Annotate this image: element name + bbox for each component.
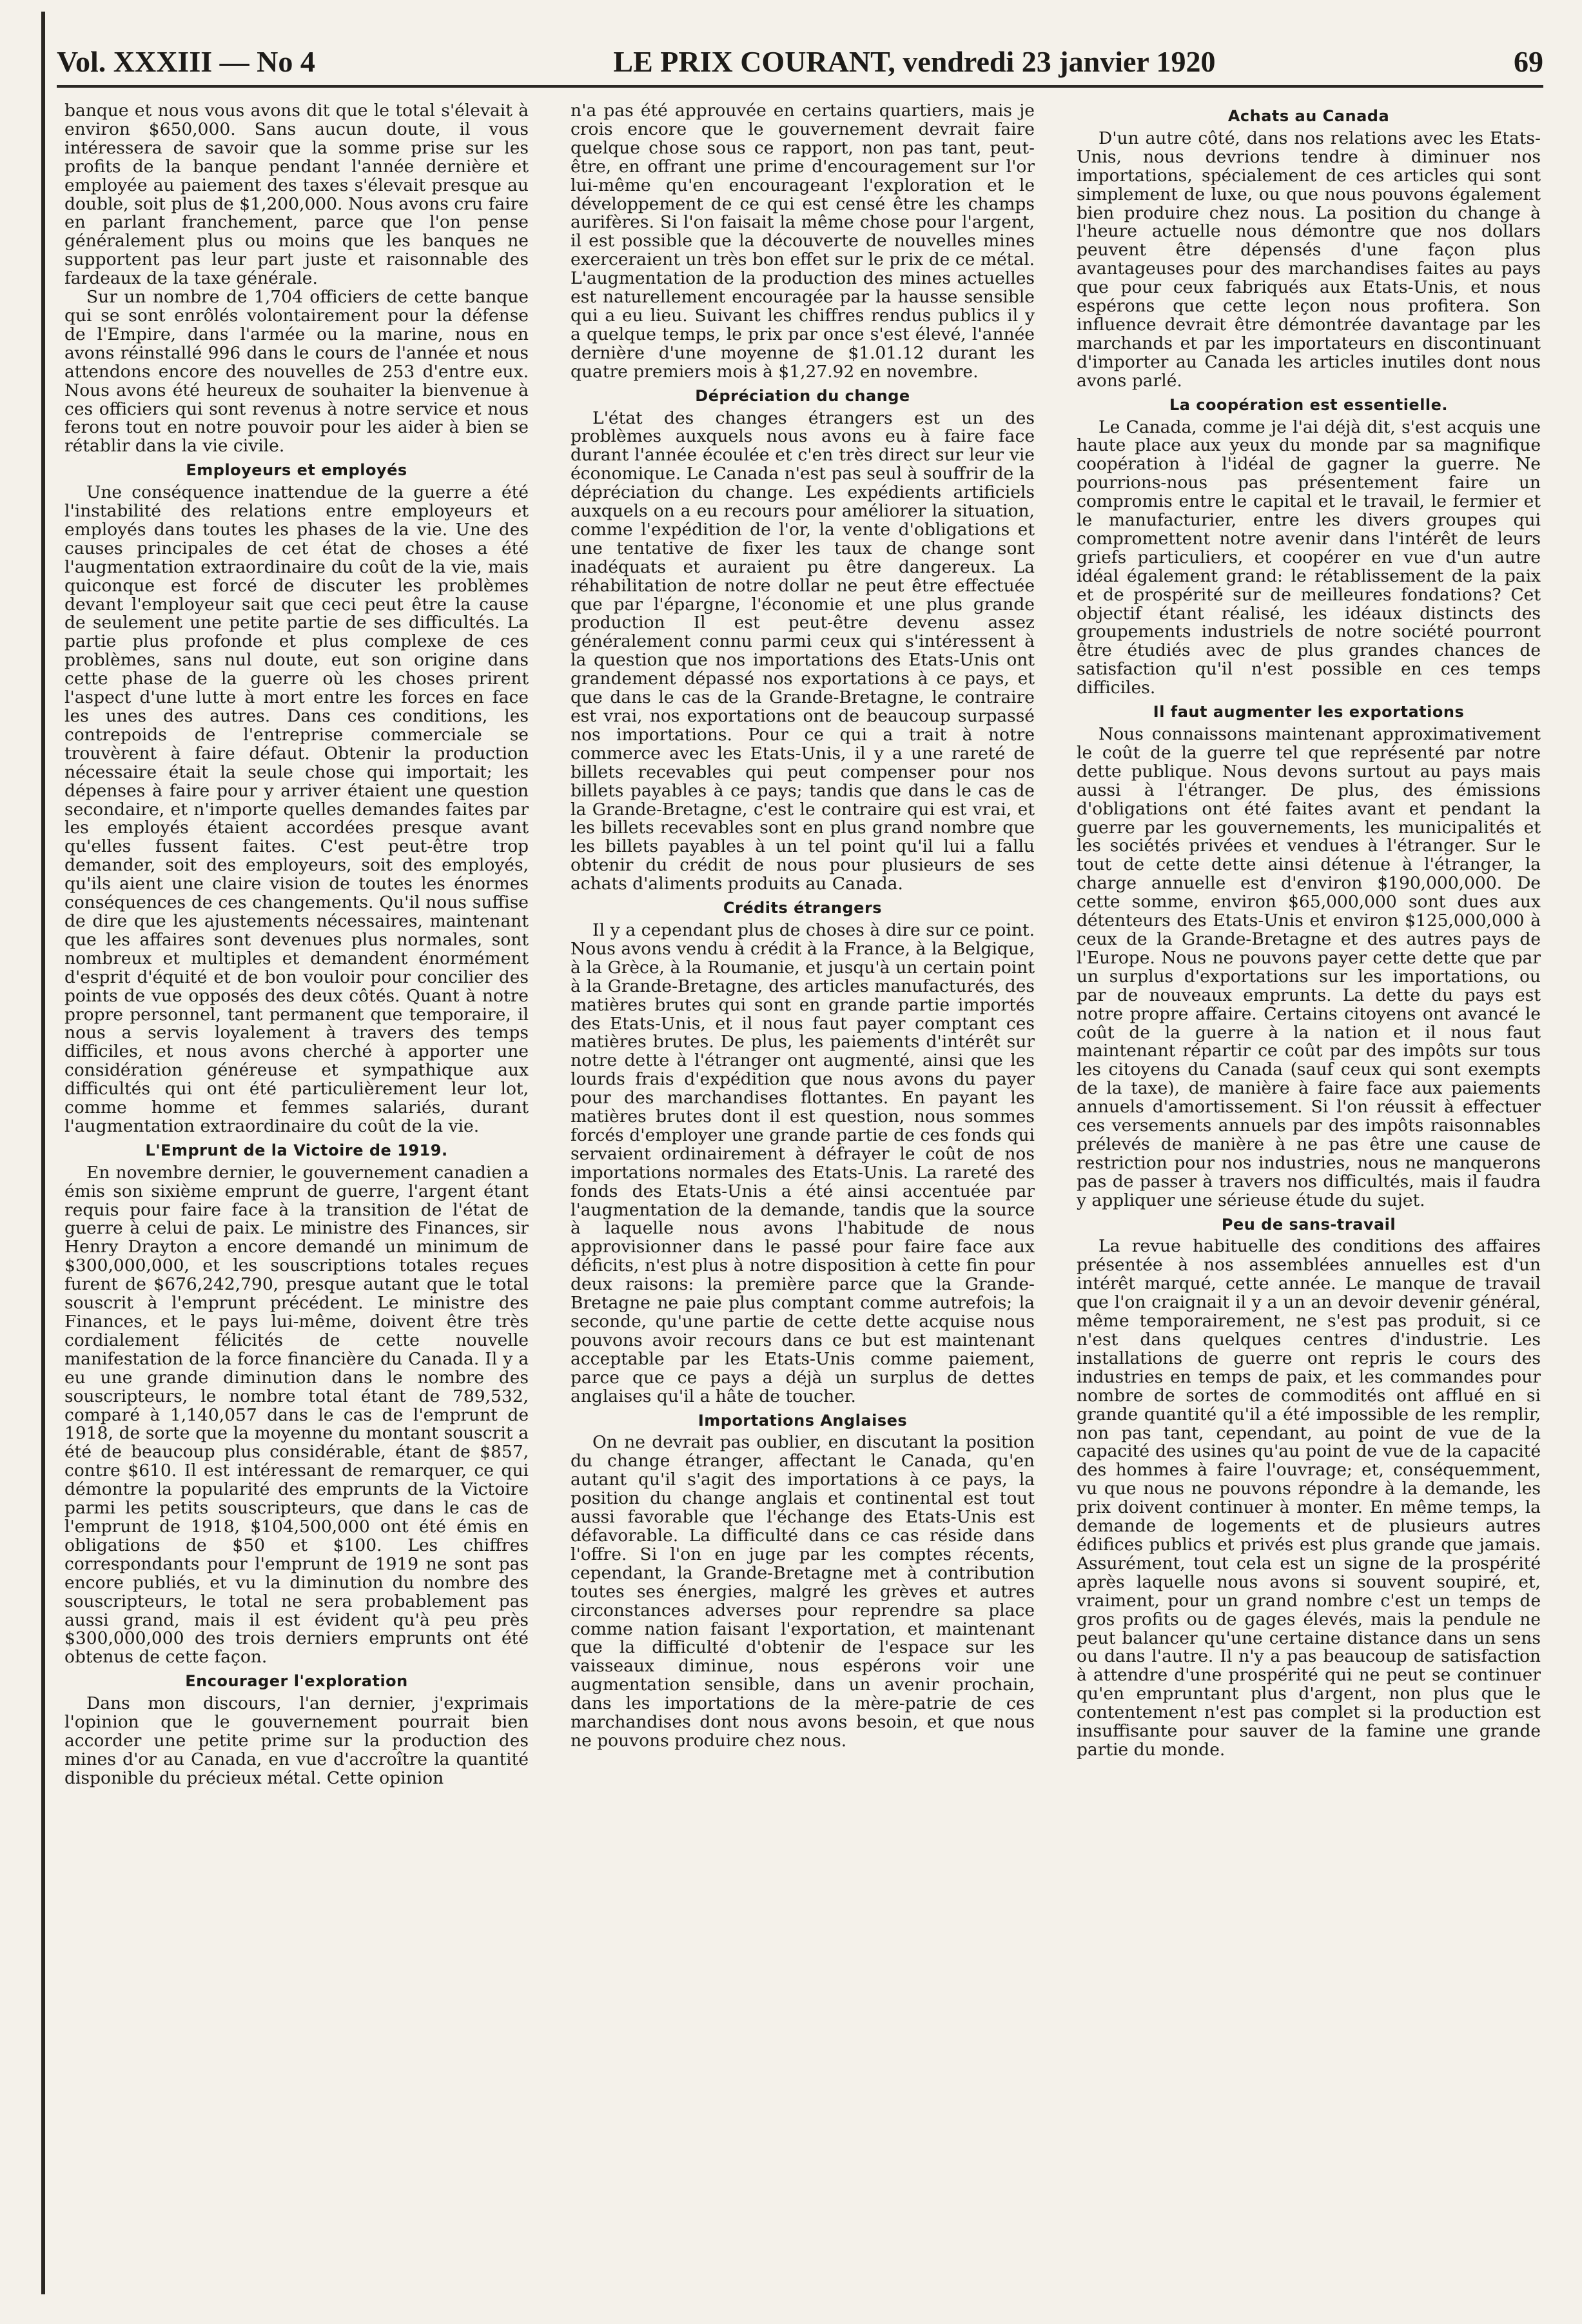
paragraph: Nous connaissons maintenant approximativement le coût de la guerre tel que représenté par notre dette publique. Nous devons surtout au pays mais aussi à l'étranger. De plus, des émissions d'obligations ont été faites avant et pendant la guerre par les gouvernements, les municipalités et les sociétés privées et vendues à l'étranger. Sur le tout de cette dette ainsi détenue à l'étranger, la charge annuelle est d'environ $190,000,000. De cette somme, environ $65,000,000 sont dues aux détenteurs des Etats-Unis et environ $125,000,000 à ceux de la Grande-Bretagne et des autres pays de l'Europe. Nous ne pouvons payer cette dette que par un surplus d'exportations sur les importations, ou par de nouveaux emprunts. La dette du pays est notre propre affaire. Certains citoyens ont avancé le coût de la guerre à la nation et il nous faut maintenant répartir ce coût par des impôts sur tous les citoyens du Canada (sauf ceux qui sont exempts de la taxe), de manière à faire face aux paiements annuels d'amortissement. Si l'on réussit à effectuer ces versements annuels par des impôts raisonnables prélevés de manière à ne pas être une cause de restriction pour nos industries, nous ne manquerons pas de passer à travers nos difficultés, mais il faudra y appliquer une sérieuse étude du sujet. (1077, 724, 1541, 1210)
paragraph: En novembre dernier, le gouvernement canadien a émis son sixième emprunt de guerre, l'argent étant requis pour faire face à la transition de l'état de guerre à celui de paix. Le ministre des Finances, sir Henry Drayton a encore demandé un minimum de $300,000,000, et les souscriptions totales reçues furent de $676,242,790, presque autant que le total souscrit à l'emprunt précédent. Le ministre des Finances, et le pays lui-même, doivent être très cordialement félicités de cette nouvelle manifestation de la force financière du Canada. Il y a eu une grande diminution dans le nombre des souscripteurs, le nombre total étant de 789,532, comparé à 1,140,057 dans le cas de l'emprunt de 1918, de sorte que la moyenne du montant souscrit a été de beaucoup plus considérable, étant de $857, contre $610. Il est intéressant de remarquer, ce qui démontre la popularité des emprunts de la Victoire parmi les petits souscripteurs, que dans le cas de l'emprunt de 1918, $104,500,000 ont été émis en obligations de $50 et $100. Les chiffres correspondants pour l'emprunt de 1919 ne sont pas encore publiés, et vu la diminution du nombre des souscripteurs, le total ne sera probablement pas aussi grand, mais il est évident qu'à peu près $300,000,000 des trois derniers emprunts ont été obtenus de cette façon. (64, 1162, 529, 1668)
masthead-title: LE PRIX COURANT, vendredi 23 janvier 1920 (613, 45, 1216, 78)
page-edge-rule (41, 12, 45, 2294)
paragraph: Il y a cependant plus de choses à dire sur ce point. Nous avons vendu à crédit à la France, à la Belgique, à la Grèce, à la Roumanie, et jusqu'à un certain point à la Grande-Bretagne, des articles manufacturés, des matières brutes qui sont en grande partie importés des Etats-Unis, et il nous faut payer comptant ces matières brutes. De plus, les paiements d'intérêt sur notre dette à l'étranger ont augmenté, ainsi que les lourds frais d'expédition que nous avons du payer pour des marchandises flottantes. En payant les matières brutes dont il est question, nous sommes forcés d'employer une grande partie de ces fonds qui servaient ordinairement à défrayer le coût de nos importations normales des Etats-Unis. La rareté des fonds des Etats-Unis a été ainsi accentuée par l'augmentation de la demande, tandis que la source à laquelle nous avons l'habitude de nous approvisionner dans le passé pour faire face aux déficits, n'est plus à notre disposition à cette fin pour deux raisons: la première parce que la Grande-Bretagne ne paie plus comptant comme autrefois; la seconde, qu'une partie de cette dette acquise nous pouvons avoir recours dans ce but est maintenant acceptable par les Etats-Unis comme paiement, parce que ce pays a déjà un surplus de dettes anglaises qu'il a hâte de toucher. (571, 920, 1035, 1406)
section-heading: L'Emprunt de la Victoire de 1919. (145, 1141, 448, 1159)
paragraph: Le Canada, comme je l'ai déjà dit, s'est acquis une haute place aux yeux du monde par sa magnifique coopération à l'idéal de gagner la guerre. Ne pourrions-nous pas présentement faire un compromis entre le capital et le travail, le fermier et le manufacturier, entre les divers groupes qui compromettent notre avenir dans l'intérêt de leurs griefs particuliers, et coopérer en vue d'un autre idéal également grand: le rétablissement de la paix et de prospérité sur de meilleures fondations? Cet objectif étant réalisé, les idéaux distincts des groupements industriels de notre société pourront être étudiés avec de plus grandes chances de satisfaction qu'il n'est possible en ces temps difficiles. (1077, 417, 1541, 698)
section-heading: Peu de sans-travail (1221, 1215, 1396, 1234)
paragraph: La revue habituelle des conditions des affaires présentée à nos assemblées annuelles est d'un intérêt marqué, cette année. Le manque de travail que l'on craignait il y a un an devoir devenir général, même temporairement, ne s'est pas produit, si ce n'est dans quelques centres d'industrie. Les installations de guerre ont repris le cours des industries en temps de paix, et les commandes pour nombre de sortes de commodités ont afflué en si grande quantité qu'il a été impossible de les remplir, non pas tant, cependant, au point de vue de la capacité des usines qu'au point de vue de la capacité des hommes à faire l'ouvrage; et, conséquemment, vu que nous ne pouvons répondre à la demande, les prix doivent continuer à monter. En même temps, la demande de logements et de plusieurs autres édifices publics et privés est plus grande que jamais. Assurément, tout cela est un signe de la prospérité après laquelle nous avons si souvent soupiré, et, vraiment, pour un grand nombre c'est un temps de gros profits ou de gages élevés, mais la pendule ne peut balancer qu'une certaine distance dans un sens ou dans l'autre. Il n'y a pas beaucoup de satisfaction à attendre d'une prospérité qui ne peut se continuer qu'en empruntant plus d'argent, non plus que le contentement n'est pas complet si la production est insuffisante pour sauver de la famine une grande partie du monde. (1077, 1236, 1541, 1760)
paragraph: banque et nous vous avons dit que le total s'élevait à environ $650,000. Sans aucun doute, il vous intéressera de savoir que la somme prise sur les profits de la banque pendant l'année dernière et employée au paiement des taxes s'élevait presque au double, soit plus de $1,200,000. Nous avons cru faire en parlant franchement, parce que l'on pense généralement plus ou moins que les banques ne supportent pas leur part juste et raisonnable des fardeaux de la taxe générale. (64, 102, 529, 289)
paragraph: Sur un nombre de 1,704 officiers de cette banque qui se sont enrôlés volontairement pour la défense de l'Empire, dans l'armée ou la marine, nous en avons réinstallé 996 dans le cours de l'année et nous attendons encore des nouvelles de 253 d'entre eux. Nous avons été heureux de souhaiter la bienvenue à ces officiers qui sont revenus à notre service et nous ferons tout en notre pouvoir pour les aider à bien se rétablir dans la vie civile. (64, 287, 529, 457)
section-heading: Il faut augmenter les exportations (1153, 703, 1465, 722)
section-heading: Dépréciation du change (695, 386, 910, 405)
page-header (57, 19, 1543, 88)
column-3 (1077, 102, 1541, 2281)
section-heading: Importations Anglaises (698, 1411, 908, 1430)
paragraph: D'un autre côté, dans nos relations avec les Etats-Unis, nous devrions tendre à diminuer nos importations, spécialement de ces articles qui sont simplement de luxe, ou que nous pouvons également bien produire chez nous. La position du change à l'heure actuelle nous démontre que nos dollars peuvent être dépensés d'une façon plus avantageuses pour des marchandises faites au pays que pour ceux fabriqués aux Etats-Unis, et nous espérons que cette leçon nous profitera. Son influence devrait être démontrée davantage par les marchands et par les importateurs en discontinuant d'importer au Canada les articles inutiles dont nous avons parlé. (1077, 128, 1541, 391)
paragraph: L'état des changes étrangers est un des problèmes auxquels nous avons eu à faire face durant l'année écoulée et c'en très direct sur leur vie économique. Le Canada n'est pas seul à souffrir de la dépréciation du change. Les expédients artificiels auxquels on a eu recours pour améliorer la situation, comme l'expédition de l'or, la vente d'obligations et une tentative de fixer les taux de change sont inadéquats et auraient pu être dangereux. La réhabilitation de notre dollar ne peut être effectuée que par l'épargne, l'économie et une plus grande production Il est peut-être devenu assez généralement connu parmi ceux qui s'intéressent à la question que nos importations des Etats-Unis ont grandement dépassé nos exportations à ce pays, et que dans le cas de la Grande-Bretagne, le contraire est vrai, nos exportations ont de beaucoup surpassé nos importations. Pour ce qui a trait à notre commerce avec les Etats-Unis, il y a une rareté de billets recevables qui peut compenser pour nos billets payables à ce pays; tandis que dans le cas de la Grande-Bretagne, c'est le contraire qui est vrai, et les billets recevables sont en plus grand nombre que les billets payables à un tel point qu'il lui a fallu obtenir du crédit de nous pour plusieurs de ses achats d'aliments produits au Canada. (571, 408, 1035, 894)
paragraph: On ne devrait pas oublier, en discutant la position du change étranger, affectant le Canada, qu'en autant qu'il s'agit des importations à ce pays, la position du change anglais et continental est tout aussi favorable que l'échange des Etats-Unis est défavorable. La difficulté dans ce cas réside dans l'offre. Si l'on en juge par les comptes récents, cependant, la Grande-Bretagne met à contribution toutes ses énergies, malgré les grèves et autres circonstances adverses pour reprendre sa place comme nation faisant l'exportation, et maintenant que la difficulté d'obtenir de l'espace sur les vaisseaux diminue, nous espérons voir une augmentation sensible, dans un avenir prochain, dans les importations de la mère-patrie de ces marchandises dont nous avons besoin, et que nous ne pouvons produire chez nous. (571, 1432, 1035, 1751)
article-columns (64, 102, 1541, 2281)
section-heading: Encourager l'exploration (185, 1672, 408, 1691)
paragraph: Dans mon discours, l'an dernier, j'exprimais l'opinion que le gouvernement pourrait bien accorder une petite prime sur la production des mines d'or au Canada, en vue d'accroître la quantité disponible du précieux métal. Cette opinion (64, 1693, 529, 1788)
column-2 (571, 102, 1035, 2281)
paragraph: Une conséquence inattendue de la guerre a été l'instabilité des relations entre employeurs et employés dans toutes les phases de la vie. Une des causes principales de cet état de choses a été l'augmentation extraordinaire du coût de la vie, mais quiconque est forcé de discuter les problèmes devant l'employeur sait que ceci peut être la cause de seulement une petite partie de ses difficultés. La partie plus profonde et plus complexe de ces problèmes, sans nul doute, eut son origine dans cette phase de la guerre où les choses prirent l'aspect d'une lutte à mort entre les forces en face les unes des autres. Dans ces conditions, les contrepoids de l'entreprise commerciale se trouvèrent à faire défaut. Obtenir la production nécessaire était la seule chose qui importait; les dépenses à faire pour y arriver étaient une question secondaire, et n'importe quelles demandes faites par les employés étaient accordées presque avant qu'elles fussent faites. C'est peut-être trop demander, soit des employeurs, soit des employés, qu'ils aient une claire vision de toutes les énormes conséquences de ces changements. Qu'il nous suffise de dire que les ajustements nécessaires, maintenant que les affaires sont devenues plus normales, sont nombreux et multiples et demandent énormément d'esprit d'équité et de bon vouloir pour concilier des points de vue opposés des deux côtés. Quant à notre propre personnel, tant permanent que temporaire, il nous a servis loyalement à travers des temps difficiles, et nous avons cherché à apporter une considération généreuse et sympathique aux difficultés qui ont été particulièrement leur lot, comme homme et femmes salariés, durant l'augmentation extraordinaire du coût de la vie. (64, 482, 529, 1136)
section-heading: Achats au Canada (1227, 107, 1390, 125)
section-heading: La coopération est essentielle. (1169, 395, 1449, 414)
paragraph: n'a pas été approuvée en certains quartiers, mais je crois encore que le gouvernement devrait faire quelque chose sous ce rapport, non pas tant, peut-être, en offrant une prime d'encouragement sur l'or lui-même qu'en encourageant l'exploration et le développement de ce qui est censé être les champs aurifères. Si l'on faisait la même chose pour l'argent, il est possible que la découverte de nouvelles mines exerceraient un très bon effet sur le prix de ce métal. L'augmentation de la production des mines actuelles est naturellement encouragée par la hausse sensible qui a eu lieu. Suivant les chiffres rendus publics il y a quelque temps, le prix par once s'est élevé, l'année dernière d'une moyenne de $1.01.12 durant les quatre premiers mois à $1,27.92 en novembre. (571, 102, 1035, 382)
section-heading: Employeurs et employés (186, 461, 407, 480)
section-heading: Crédits étrangers (723, 899, 883, 918)
volume-issue: Vol. XXXIII — No 4 (57, 45, 315, 78)
page-number: 69 (1514, 45, 1543, 78)
column-1 (64, 102, 529, 2281)
